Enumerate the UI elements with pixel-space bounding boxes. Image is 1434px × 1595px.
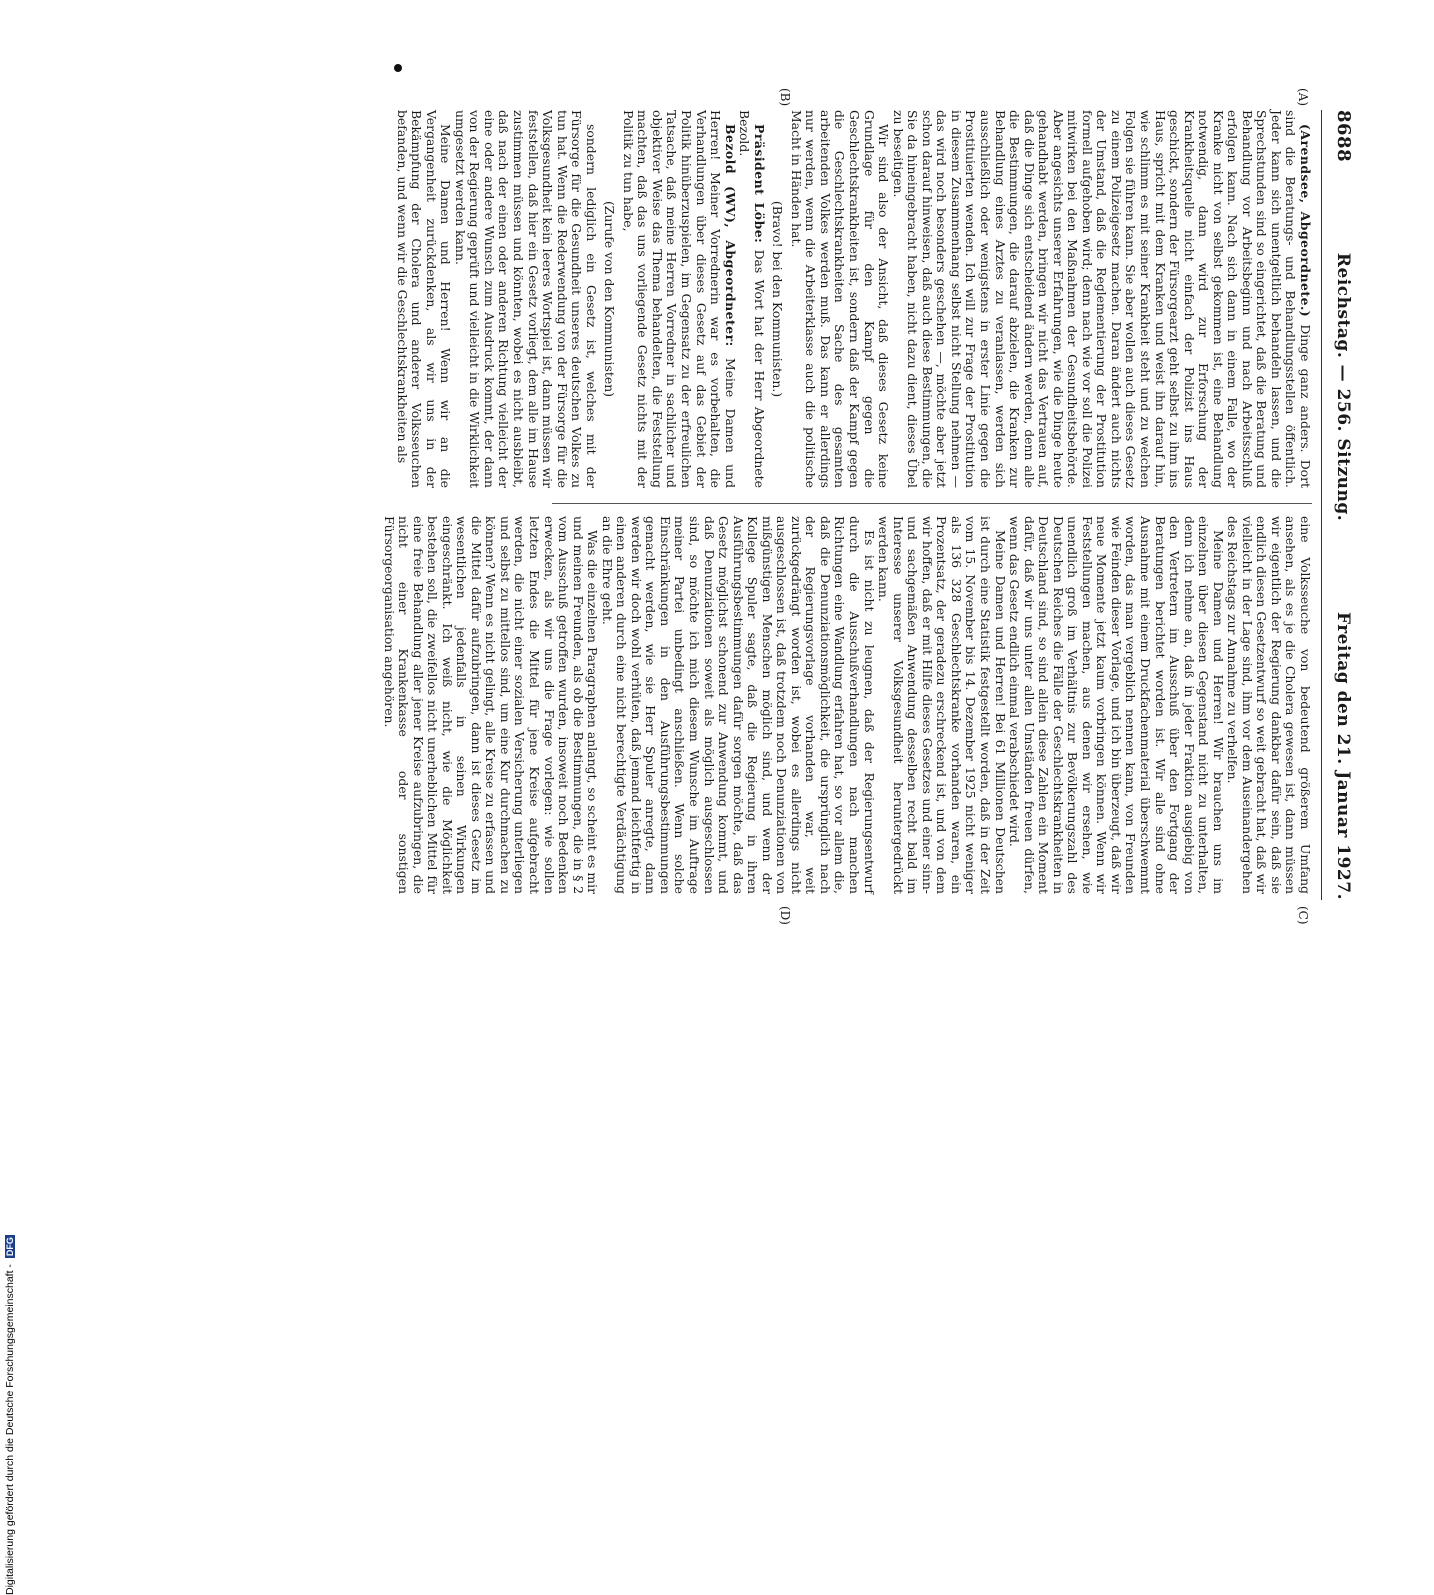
session-title: Reichstag. — 256. Sitzung. (1333, 252, 1353, 522)
margin-mark-a: (A) (1296, 88, 1310, 107)
punch-hole-mark (394, 64, 402, 72)
interjection: (Bravo! bei den Kommunisten.) (770, 200, 786, 398)
paragraph-text: Meine Damen und Herren! Wenn wir an die Vergangenheit zurückdenken, als wir uns in der Bekämpfung der Cholera und anderer Volksseuchen befanden, und wenn wir die Geschlechtskrankheiten als (394, 110, 454, 488)
paragraph (381, 516, 599, 894)
page-header (1324, 110, 1354, 900)
paragraph (737, 110, 766, 488)
paragraph-text: Wir sind also der Ansicht, daß dieses Gesetz keine Grundlage für den Kampf gegen die Geschlechtskrankheiten ist, sondern daß der Kampf gegen die Geschlechtskrankheiten Sache des gesamten arbeitenden Volkes werden muß. Das kann er allerdings nur werden, wenn die Arbeiterklasse auch die politische Macht in Händen hat. (788, 110, 892, 488)
dfg-logo: DFG (5, 1237, 15, 1257)
paragraph (599, 516, 875, 894)
right-column (381, 516, 1312, 894)
left-column (394, 110, 1312, 488)
header-rule (1321, 110, 1322, 900)
paragraph (452, 110, 597, 488)
digitization-note (0, 600, 20, 1595)
paragraph (1225, 516, 1312, 894)
paragraph-text: Meine Damen und Herren! Bei 61 Millionen Deutschen ist durch eine Statistik festgestellt worden, daß in der Zeit vom 15. November bis 14. Dezember 1925 nicht weniger als 136 328 Geschlechtskranke vorhanden waren, ein Prozentsatz, der geradezu erschreckend ist, und von dem wir hoffen, daß er mit Hilfe dieses Gesetzes und einer sinn- und sachgemäßen Anwendung desselben recht bald im Interesse unserer Volksgesundheit heruntergedrückt werden kann. (876, 516, 1008, 894)
paragraph-text: Was die einzelnen Paragraphen anlangt, so scheint es mir und meinen Freunden, als ob die Bestimmungen, die in § 2 vom Ausschuß getroffen wurden, insoweit noch Bedenken erwecken, als wir uns die Frage vorlegen: wie sollen letzten Endes die Mittel für jene Kreise aufgebracht werden, die nicht einer sozialen Versicherung unterliegen und selbst zu mittellos sind, um eine Kur durchmachen zu können? Wenn es nicht gelingt, alle Kreise zu erfassen und die Mittel dafür aufzubringen, dann ist dieses Gesetz im wesentlichen jedenfalls in seinen Wirkungen eingeschränkt. Ich weiß nicht, wie die Möglichkeit bestehen soll, die zweifellos nicht unerheblichen Mittel für eine freie Behandlung aller jener Kreise aufzubringen, die nicht einer Krankenkasse oder sonstigen Fürsorgeorganisation angehören. (381, 516, 601, 894)
margin-mark-c: (C) (1296, 906, 1310, 925)
paragraph (876, 516, 1007, 894)
speaker-name: Präsident Löbe: (751, 124, 767, 244)
paragraph-text: sondern lediglich ein Gesetz ist, welches mit der Fürsorge für die Gesundheit unseres deutschen Volkes zu tun hat. Wenn die Rederwendung von der Fürsorge für die Volksgesundheit kein leeres Wortspiel ist, dann müssen wir feststellen, daß hier ein Gesetz vorliegt, dem alle im Hause zustimmen müssen und könnten, wobei es nicht ausbleibt, daß nach der einen oder anderen Richtung vielleicht der eine oder andere Wunsch zum Ausdruck kommt, der dann von der Regierung geprüft und vielleicht in die Wirklichkeit umgesetzt werden kann. (452, 110, 599, 488)
paragraph (788, 110, 890, 488)
column-divider (552, 503, 1312, 504)
paragraph-text: Dinge ganz anders. Dort sind die Beratungs- und Behandlungsstellen öffentlich. Jeder kann sich unentgeltlich behandeln lassen, und die Sprechstunden sind so eingerichtet, daß die Beratung und Behandlung vor Arbeitsbeginn und nach Arbeitsschluß erfolgen kann. Nach sich dann in einem Falle, wo der Kranke nicht von selbst gekommen ist, eine Behandlung notwendig, dann wird zur Erforschung der Krankheitsquelle nicht einfach der Polizist ins Haus geschickt, sondern der Fürsorgearzt geht selbst zu ihm ins Haus, spricht mit dem Kranken und weist ihn darauf hin, wie schlimm es mit seiner Krankheit steht und zu welchen Folgen sie führen kann. Sie aber wollen auch dieses Gesetz zu einem Polizeigesetz machen. Daran ändert auch nichts der Umstand, daß die Reglementierung der Prostitution formell aufgehoben wird; denn nach wie vor soll die Polizei mitwirken bei den Maßnahmen der Gesundheitsbehörde. Aber angesichts unserer Erfahrungen, wie die Dinge heute gehandhabt werden, bringen wir nicht das Vertrauen auf, daß die Dinge sich entscheidend ändern werden, denn alle die Bestimmungen, die darauf abzielen, die Kranken zur Behandlung eines Arztes zu veranlassen, werden sich ausschließlich oder wenigstens in erster Linie gegen die Prostituierten wenden. Ich will zur Frage der Prostitution in diesem Zusammenhang selbst nicht Stellung nehmen — das wird noch besonders geschehen —, möchte aber jetzt schon darauf hinweisen, daß auch diese Bestimmungen, die Sie da hineingebracht haben, nicht dazu dient, dieses Übel zu beseitigen. (890, 110, 1313, 488)
speaker-name: Bezold (WV), Abgeordneter: (722, 124, 738, 347)
paragraph-text: Meine Damen und Herren! Wir brauchen uns im einzelnen über diesen Gegenstand nicht zu unterhalten, denn ich nehme an, daß in jeder Fraktion ausgiebig von den Vertretern im Ausschuß über den Fortgang der Beratungen berichtet worden ist. Wir alle sind ohne Ausnahme mit einem Druckfachenmaterial überschwemmt worden, das man vergeblich nennen kann, von Freunden wie Feinden dieser Vorlage, und ich bin überzeugt, daß wir neue Momente jetzt kaum vorbringen können. Wenn wir Feststellungen machen, aus denen wir ersehen, wie unendlich groß im Verhältnis zur Bevölkerungszahl des Deutschen Reiches die Fälle der Geschlechtskrankheiten in Deutschland sind, so sind allein diese Zahlen ein Moment dafür, daß wir uns unter allen Umständen freuen dürfen, wenn das Gesetz endlich einmal verabschiedet wird. (1007, 516, 1226, 894)
speaker-name: (Arendsee, Abgeordnete.) (1298, 124, 1313, 318)
interjection: (Zurufe von den Kommunisten) (602, 200, 618, 398)
margin-mark-d: (D) (778, 906, 792, 925)
paragraph (620, 110, 736, 488)
paragraph-text: Es ist nicht zu leugnen, daß der Regierungsentwurf durch die Ausschußverhandlungen nach manchen Richtungen eine Wandlung erfahren hat, so vor allem die, daß die Denunziationsmöglichkeit, die ursprünglich nach der Regierungsvorlage vorhanden war, weit zurückgedrängt worden ist, wobei es allerdings nicht ausgeschlossen ist, daß trotzdem noch Denunziationen von mißgünstigen Menschen möglich sind, und wenn der Kollege Spuler sagte, daß die Regierung in ihren Ausführungsbestimmungen dafür sorgen möchte, daß das Gesetz möglichst schonend zur Anwendung kommt, und daß Denunziationen soweit als möglich ausgeschlossen sind, so möchte ich mich diesem Wunsche im Auftrage meiner Partei unbedingt anschließen. Wenn solche Einschränkungen in den Ausführungsbestimmungen gemacht werden, wie sie Herr Spuler anregte, dann werden wir doch wohl verhüten, daß jemand leichtfertig in einen anderen durch eine nicht berechtigte Verdächtigung an die Ehre geht. (599, 516, 877, 894)
page-number: 8688 (1333, 110, 1354, 163)
paragraph (890, 110, 1312, 488)
paragraph-text: Das Wort hat der Herr Abgeordnete Bezold. (737, 110, 767, 488)
paragraph (1007, 516, 1225, 894)
paragraph-text: eine Volksseuche von bedeutend größerem Umfang ansehen, als es je die Cholera gewesen ist, dann müssen wir eigentlich der Regierung dankbar dafür sein, daß sie endlich diesen Gesetzentwurf so weit gebracht hat, daß wir vielleicht in der Lage sind, ihm vor dem Auseinandergehen des Reichstags zur Annahme zu verhelfen. (1225, 516, 1313, 894)
session-date: Freitag den 21. Januar 1927. (1333, 611, 1353, 900)
digitization-text: Digitalisierung gefördert durch die Deutsche Forschungsgemeinschaft - (4, 1264, 16, 1595)
paragraph-text: Meine Damen und Herren! Meiner Vorrednerin war es vorbehalten, die Verhandlungen über dieses Gesetz auf das Gebiet der Politik hinüberzuspielen, im Gegensatz zu der erfreulichen Tatsache, daß meine Herren Vorredner in sachlicher und objektiver Weise das Thema behandelten, die Feststellung machten, daß das uns vorliegende Gesetz nichts mit der Politik zu tun habe, (620, 110, 738, 488)
paragraph (394, 110, 452, 488)
margin-mark-b: (B) (778, 88, 792, 107)
